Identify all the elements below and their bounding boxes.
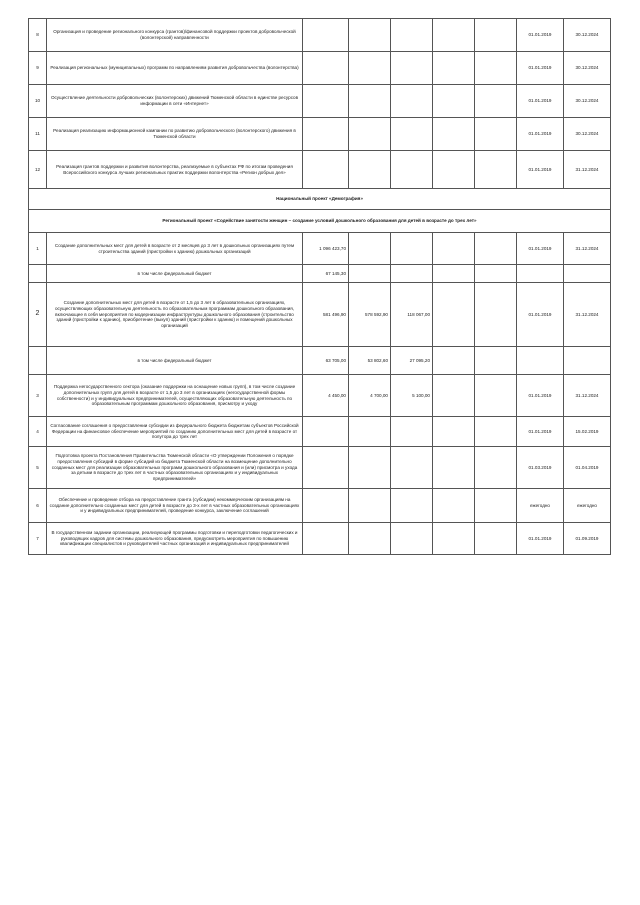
table-row [29, 489, 611, 523]
row-number: 9 [29, 52, 47, 85]
value-2: 4 700,00 [349, 375, 391, 417]
value-1 [303, 447, 349, 489]
end-date: 30.12.2024 [564, 85, 611, 118]
value-1 [303, 489, 349, 523]
start-date: ежегодно [517, 489, 564, 523]
value-3: 27 095,20 [391, 347, 433, 375]
start-date: 01.01.2019 [517, 52, 564, 85]
table-row [29, 447, 611, 489]
row-text: Обеспечение и проведение отбора на предоставление гранта (субсидии) некоммерческим организациям на создание дополнительно созданных мест для детей в возрасте до 3-х лет в частных образовательных организациях и у индивидуальных предпринимателей, проведение конкурса, заключение соглашений [47, 489, 303, 523]
row-number: 1 [29, 233, 47, 265]
value-2 [349, 265, 391, 283]
end-date: 31.12.2024 [564, 375, 611, 417]
table-row [29, 265, 611, 283]
row-number: 12 [29, 151, 47, 189]
table-row [29, 19, 611, 52]
end-date: 31.12.2024 [564, 233, 611, 265]
start-date: 01.01.2019 [517, 151, 564, 189]
table-row [29, 375, 611, 417]
end-date: 30.12.2024 [564, 118, 611, 151]
value-2 [349, 417, 391, 447]
row-text: Реализация региональных (муниципальных) программ по направлениям развития добровольчества (волонтерства) [47, 52, 303, 85]
table-row [29, 118, 611, 151]
end-date: 31.12.2024 [564, 283, 611, 347]
start-date: 01.01.2019 [517, 233, 564, 265]
start-date: 01.01.2019 [517, 283, 564, 347]
row-text: В государственном задании организации, реализующей программы подготовки и переподготовки педагогических и руководящих кадров для системы дошкольного образования, предусмотреть мероприятия по повышению квалификации специалистов и руководителей частных организаций и индивидуальных предпринимателей [47, 523, 303, 555]
row-text: Подготовка проекта Постановления Правительства Тюменской области «О утверждении Положения о порядке предоставления субсидий в форме субсидий из бюджета Тюменской области на возмещение дополнительно созданных мест для реализации образовательных программ дошкольного образования и (или) присмотра и ухода за детьми в возрасте до трех лет в частных образовательных организациях и у индивидуальных предпринимателей» [47, 447, 303, 489]
project-table [28, 18, 611, 555]
start-date: 01.03.2019 [517, 447, 564, 489]
start-date [517, 265, 564, 283]
value-3 [391, 417, 433, 447]
row-text: Согласование соглашения о предоставлении субсидии из федерального бюджета бюджетам субъектов Российской Федерации на финансовое обеспечение мероприятий по созданию дополнительных мест для детей в возрасте от полутора до трех лет [47, 417, 303, 447]
row-number: 6 [29, 489, 47, 523]
table-row [29, 85, 611, 118]
row-text: Создание дополнительных мест для детей в возрасте от 2 месяцев до 3 лет в дошкольных организациях путем строительства зданий (пристройки к зданию) дошкольных организаций [47, 233, 303, 265]
start-date: 01.01.2019 [517, 118, 564, 151]
end-date: 15.02.2019 [564, 417, 611, 447]
value-2 [349, 233, 391, 265]
row-text: в том числе федеральный бюджет [47, 265, 303, 283]
start-date: 01.01.2019 [517, 417, 564, 447]
row-text: Создание дополнительных мест для детей в возрасте от 1,5 до 3 лет в образовательных организациях, осуществляющих образовательную деятельность по образовательным программам дошкольного образования, включающее в себя мероприятия по модернизации инфраструктуры дошкольного образования (строительство зданий (пристройки к зданию), приобретение (выкуп) зданий (пристройки к зданию) и помещений дошкольных организаций [47, 283, 303, 347]
end-date: ежегодно [564, 489, 611, 523]
start-date: 01.01.2019 [517, 523, 564, 555]
row-number: 11 [29, 118, 47, 151]
value-1 [303, 417, 349, 447]
value-1: 63 705,00 [303, 347, 349, 375]
end-date [564, 265, 611, 283]
end-date [564, 347, 611, 375]
regional-project-title: Региональный проект «Содействие занятости женщин – создание условий дошкольного образования для детей в возрасте до трех лет» [29, 210, 611, 233]
table-row [29, 233, 611, 265]
table-row [29, 52, 611, 85]
row-number: 5 [29, 447, 47, 489]
table-row [29, 189, 611, 210]
value-3 [391, 265, 433, 283]
value-3: 118 067,00 [391, 283, 433, 347]
value-1: 1 096 423,70 [303, 233, 349, 265]
value-1: 4 450,00 [303, 375, 349, 417]
value-3: 5 100,00 [391, 375, 433, 417]
row-number: 4 [29, 417, 47, 447]
national-project-title: Национальный проект «Демография» [29, 189, 611, 210]
end-date: 01.09.2019 [564, 523, 611, 555]
start-date: 01.01.2019 [517, 375, 564, 417]
end-date: 31.12.2024 [564, 151, 611, 189]
value-2: 578 592,90 [349, 283, 391, 347]
start-date [517, 347, 564, 375]
value-2 [349, 489, 391, 523]
value-1: 67 145,30 [303, 265, 349, 283]
table-row [29, 283, 611, 347]
row-number: 3 [29, 375, 47, 417]
value-3 [391, 489, 433, 523]
table-row [29, 347, 611, 375]
row-text: Реализация реализацию информационной кампании по развитию добровольческого (волонтерского) движения в Тюменской области [47, 118, 303, 151]
value-2 [349, 447, 391, 489]
start-date: 01.01.2019 [517, 19, 564, 52]
table-row [29, 417, 611, 447]
end-date: 01.04.2019 [564, 447, 611, 489]
row-number: 10 [29, 85, 47, 118]
row-text: Осуществление деятельности добровольческих (волонтерских) движений Тюменской области в единстве ресурсов информации в сети «Интернет» [47, 85, 303, 118]
start-date: 01.01.2019 [517, 85, 564, 118]
end-date: 30.12.2024 [564, 52, 611, 85]
value-2 [349, 523, 391, 555]
value-1: 581 496,90 [303, 283, 349, 347]
row-text: Реализация грантов поддержки и развития волонтерства, реализуемые в субъектах РФ по итогам проведения Всероссийского конкурса лучших региональных практик поддержки волонтерства «Регион добрых дел» [47, 151, 303, 189]
row-text: Поддержка негосударственного сектора (оказание поддержки на оснащение новых групп), в том числе создание дополнительных групп для детей в возрасте от 1,5 до 3 лет в организациях (негосударственной формы собственности) и у индивидуальных предпринимателей, осуществляющих образовательную деятельность по образовательным программам дошкольного образования, присмотру и уходу [47, 375, 303, 417]
value-3 [391, 233, 433, 265]
table-row [29, 523, 611, 555]
row-text: Организация и проведение регионального конкурса (грантов)/финансовой поддержки проектов добровольческой (волонтерской) направленности [47, 19, 303, 52]
row-number: 2 [29, 283, 47, 347]
value-2: 53 802,60 [349, 347, 391, 375]
value-1 [303, 523, 349, 555]
row-text: в том числе федеральный бюджет [47, 347, 303, 375]
row-number: 7 [29, 523, 47, 555]
row-number: 8 [29, 19, 47, 52]
table-row [29, 151, 611, 189]
value-3 [391, 523, 433, 555]
end-date: 30.12.2024 [564, 19, 611, 52]
value-3 [391, 447, 433, 489]
table-row [29, 210, 611, 233]
